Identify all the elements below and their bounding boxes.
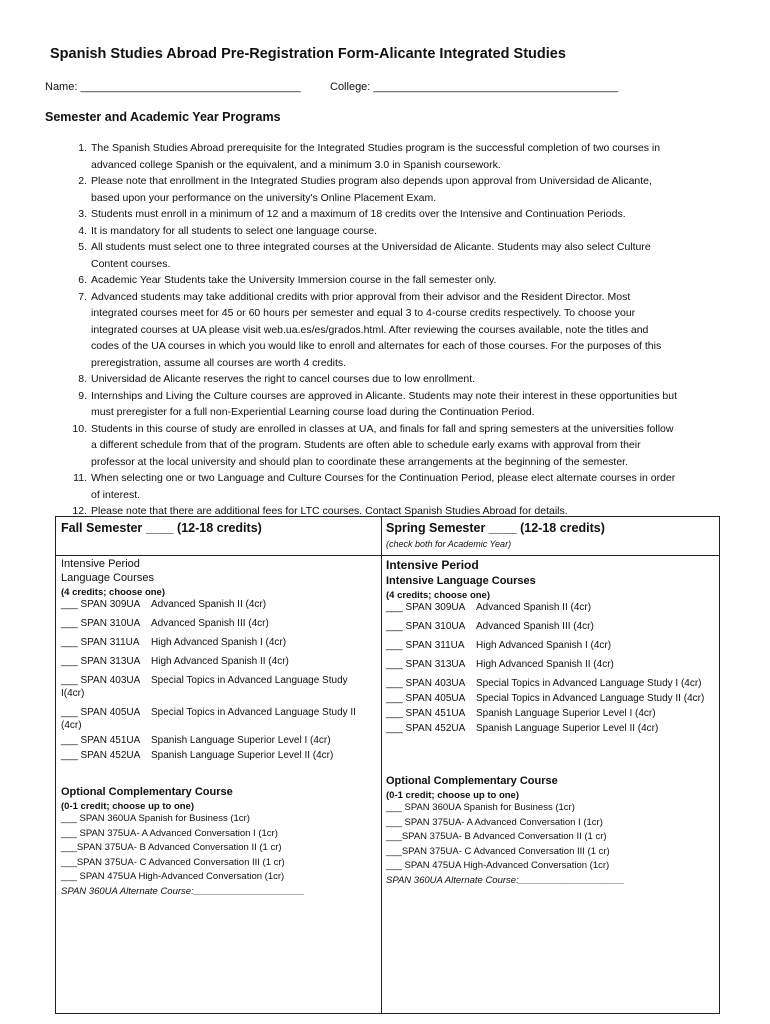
course-title: High Advanced Spanish I (4cr) bbox=[151, 637, 287, 648]
course-code: ___ SPAN 405UA bbox=[61, 707, 141, 718]
instruction-number: 12. bbox=[72, 505, 87, 517]
fall-credits-note: (4 credits; choose one) bbox=[61, 587, 165, 598]
instruction-item bbox=[45, 388, 730, 421]
course-code: ___ SPAN 309UA bbox=[61, 599, 141, 610]
course-code: ___ SPAN 452UA bbox=[386, 723, 466, 734]
optional-course-option[interactable]: ___ SPAN 375UA- A Advanced Conversation I (1cr) bbox=[61, 827, 278, 839]
spring-optional-heading: Optional Complementary Course bbox=[386, 775, 558, 787]
instruction-line: integrated courses at UA please visit web.ua.es/es/grados.html. After reviewing the courses available, note the titles and bbox=[91, 323, 649, 336]
instruction-item bbox=[45, 371, 730, 388]
course-option[interactable] bbox=[61, 734, 376, 747]
optional-course-option[interactable]: ___ SPAN 360UA Spanish for Business (1cr) bbox=[386, 802, 575, 813]
fall-column bbox=[61, 558, 376, 899]
instruction-number: 11. bbox=[73, 472, 87, 484]
course-option[interactable] bbox=[61, 617, 376, 630]
instruction-line: Content courses. bbox=[91, 257, 171, 270]
course-code: ___ SPAN 451UA bbox=[61, 735, 141, 746]
fall-optional-heading: Optional Complementary Course bbox=[61, 786, 233, 798]
instruction-line: a different schedule from that of the program. Students are often able to schedule early exams with approval from their bbox=[91, 439, 641, 451]
optional-course-option[interactable]: ___SPAN 375UA- B Advanced Conversation II (1 cr) bbox=[61, 842, 282, 853]
instruction-item bbox=[45, 272, 730, 289]
instruction-number: 5. bbox=[78, 241, 87, 253]
instruction-item bbox=[45, 223, 730, 240]
optional-course-option[interactable]: ___SPAN 375UA- C Advanced Conversation III (1 cr) bbox=[386, 845, 610, 857]
fall-optional-note: (0-1 credit; choose up to one) bbox=[61, 801, 195, 812]
course-option[interactable] bbox=[386, 722, 716, 735]
fall-intensive-period: Intensive Period bbox=[61, 558, 140, 570]
course-title: Special Topics in Advanced Language Study bbox=[151, 675, 348, 686]
course-title: Advanced Spanish II (4cr) bbox=[151, 599, 267, 610]
course-option[interactable] bbox=[386, 677, 716, 690]
course-code: I(4cr) bbox=[61, 688, 85, 699]
course-title: High Advanced Spanish II (4cr) bbox=[476, 659, 614, 670]
instruction-line: Students must enroll in a minimum of 12 and a maximum of 18 credits over the Intensive and Continuation Periods. bbox=[91, 208, 626, 220]
course-code: ___ SPAN 313UA bbox=[61, 656, 141, 667]
spring-semester-header[interactable]: Spring Semester ____ (12-18 credits) bbox=[386, 521, 605, 535]
course-option[interactable] bbox=[61, 636, 376, 649]
fall-semester-header[interactable]: Fall Semester ____ (12-18 credits) bbox=[61, 521, 262, 535]
instruction-line: advanced college Spanish or the equivalent, and a minimum 3.0 in Spanish coursework. bbox=[91, 158, 501, 171]
course-option[interactable] bbox=[386, 601, 716, 614]
course-code: ___ SPAN 309UA bbox=[386, 602, 466, 613]
instruction-number: 3. bbox=[78, 208, 87, 220]
spring-column bbox=[386, 558, 716, 888]
optional-course-option[interactable]: ___ SPAN 475UA High-Advanced Conversation (1cr) bbox=[61, 871, 285, 882]
course-code: ___ SPAN 313UA bbox=[386, 659, 466, 670]
course-option[interactable] bbox=[61, 674, 376, 687]
course-code: ___ SPAN 310UA bbox=[61, 618, 141, 629]
course-code: ___ SPAN 451UA bbox=[386, 708, 466, 719]
instruction-number: 2. bbox=[78, 175, 87, 187]
spring-credits-note: (4 credits; choose one) bbox=[386, 590, 490, 601]
instruction-line: Internships and Living the Culture courses are approved in Alicante. Students may note their interest in these opportunities but bbox=[91, 389, 678, 402]
course-code: ___ SPAN 405UA bbox=[386, 693, 466, 704]
course-title: Special Topics in Advanced Language Study II bbox=[151, 707, 356, 718]
course-option[interactable] bbox=[386, 707, 716, 720]
column-divider bbox=[381, 517, 382, 1013]
instruction-line: Advanced students may take additional credits with prior approval from their advisor and the Resident Director. Most bbox=[91, 290, 631, 303]
optional-course-option[interactable]: ___ SPAN 475UA High-Advanced Conversation (1cr) bbox=[386, 860, 610, 871]
course-title: Advanced Spanish III (4cr) bbox=[476, 621, 594, 632]
instruction-item bbox=[45, 239, 730, 272]
spring-subheader: (check both for Academic Year) bbox=[386, 539, 512, 549]
course-option[interactable] bbox=[61, 655, 376, 668]
instruction-item bbox=[45, 289, 730, 372]
instruction-number: 1. bbox=[78, 142, 87, 154]
optional-course-option[interactable]: ___SPAN 375UA- B Advanced Conversation II (1 cr) bbox=[386, 831, 607, 842]
instruction-line: based upon your performance on the university's Online Placement Exam. bbox=[91, 191, 437, 204]
instruction-number: 6. bbox=[78, 274, 87, 286]
instruction-item bbox=[45, 140, 730, 173]
course-option[interactable] bbox=[386, 692, 716, 705]
spring-intensive-period: Intensive Period bbox=[386, 558, 479, 572]
course-option[interactable] bbox=[61, 706, 376, 719]
instruction-number: 9. bbox=[78, 389, 87, 402]
course-option[interactable] bbox=[61, 719, 376, 732]
instruction-line: Please note that there are additional fees for LTC courses. Contact Spanish Studies Abroad for details. bbox=[91, 505, 568, 517]
section-heading: Semester and Academic Year Programs bbox=[45, 110, 281, 124]
course-title: Special Topics in Advanced Language Study II (4cr) bbox=[476, 693, 705, 704]
spring-optional-list bbox=[386, 801, 716, 874]
instruction-number: 8. bbox=[78, 373, 87, 385]
instruction-line: codes of the UA courses in which you would like to enroll and alternates for each of those courses. For the purposes of this bbox=[91, 340, 662, 352]
instruction-line: professor at the local university and should plan to coordinate these arrangements at the beginning of the semester. bbox=[91, 455, 628, 468]
course-title: Special Topics in Advanced Language Study I (4cr) bbox=[476, 678, 702, 689]
course-code: ___ SPAN 311UA bbox=[61, 637, 140, 648]
course-option[interactable] bbox=[386, 639, 716, 652]
instruction-item bbox=[45, 421, 730, 471]
course-title: Advanced Spanish II (4cr) bbox=[476, 602, 592, 613]
instruction-line: All students must select one to three integrated courses at the Universidad de Alicante. Students may also select Culture bbox=[91, 241, 651, 253]
fall-language-courses: Language Courses bbox=[61, 572, 154, 584]
course-option[interactable] bbox=[61, 687, 376, 700]
instruction-item bbox=[45, 470, 730, 503]
college-field[interactable]: College: ________________________________________ bbox=[330, 81, 619, 93]
course-title: Spanish Language Superior Level II (4cr) bbox=[151, 750, 334, 761]
course-code: ___ SPAN 310UA bbox=[386, 621, 466, 632]
fall-optional-list bbox=[61, 812, 376, 885]
instruction-line: The Spanish Studies Abroad prerequisite for the Integrated Studies program is the successful completion of two courses in bbox=[91, 142, 661, 154]
instruction-line: Universidad de Alicante reserves the right to cancel courses due to low enrollment. bbox=[91, 373, 476, 385]
course-title: Spanish Language Superior Level I (4cr) bbox=[151, 735, 331, 746]
instructions-list bbox=[45, 140, 730, 520]
header-divider bbox=[56, 555, 719, 556]
spring-language-courses: Intensive Language Courses bbox=[386, 575, 536, 587]
instruction-item bbox=[45, 206, 730, 223]
optional-course-option[interactable]: ___SPAN 375UA- C Advanced Conversation III (1 cr) bbox=[61, 856, 285, 868]
name-field[interactable]: Name: ____________________________________ bbox=[45, 81, 301, 93]
course-code: ___ SPAN 403UA bbox=[61, 675, 141, 686]
instruction-line: When selecting one or two Language and Culture Courses for the Continuation Period, please elect alternate courses in order bbox=[91, 472, 676, 484]
fall-header-block bbox=[61, 521, 262, 535]
course-title: High Advanced Spanish I (4cr) bbox=[476, 640, 612, 651]
course-title: High Advanced Spanish II (4cr) bbox=[151, 656, 289, 667]
spring-alternate-course[interactable]: SPAN 360UA Alternate Course:____________________ bbox=[386, 874, 625, 886]
instruction-line: Students in this course of study are enrolled in classes at UA, and finals for fall and spring semesters at the universities follow bbox=[91, 422, 674, 435]
instruction-item bbox=[45, 173, 730, 206]
course-title: Spanish Language Superior Level I (4cr) bbox=[476, 708, 656, 719]
spring-header-block bbox=[386, 521, 605, 549]
course-code: ___ SPAN 452UA bbox=[61, 750, 141, 761]
spring-optional-note: (0-1 credit; choose up to one) bbox=[386, 790, 520, 801]
course-option[interactable] bbox=[61, 598, 376, 611]
instruction-number: 4. bbox=[78, 224, 87, 237]
instruction-number: 7. bbox=[78, 290, 87, 303]
instruction-line: Please note that enrollment in the Integrated Studies program also depends upon approval from Universidad de Alicante, bbox=[91, 175, 652, 187]
instruction-line: preregistration, assume all courses are worth 4 credits. bbox=[91, 356, 347, 369]
course-option[interactable] bbox=[386, 620, 716, 633]
course-code: (4cr) bbox=[61, 720, 82, 731]
instruction-line: must preregister for a full non-Experiential Learning course load during the Continuation Period. bbox=[91, 406, 535, 418]
course-title: Advanced Spanish III (4cr) bbox=[151, 618, 269, 629]
course-code: ___ SPAN 403UA bbox=[386, 678, 466, 689]
optional-course-option[interactable]: ___ SPAN 360UA Spanish for Business (1cr) bbox=[61, 813, 250, 824]
instruction-line: integrated courses meet for 45 or 60 hours per semester and equal 3 to 4-course credits respectively. To choose your bbox=[91, 307, 636, 319]
instruction-line: of interest. bbox=[91, 488, 141, 501]
course-code: ___ SPAN 311UA bbox=[386, 640, 465, 651]
instruction-line: Academic Year Students take the University Immersion course in the fall semester only. bbox=[91, 274, 497, 286]
fall-course-list bbox=[61, 598, 376, 762]
optional-course-option[interactable]: ___ SPAN 375UA- A Advanced Conversation I (1cr) bbox=[386, 816, 603, 828]
fall-alternate-course[interactable]: SPAN 360UA Alternate Course:_____________________ bbox=[61, 885, 305, 897]
course-option[interactable] bbox=[386, 658, 716, 671]
instruction-number: 10. bbox=[72, 422, 87, 435]
course-title: Spanish Language Superior Level II (4cr) bbox=[476, 723, 659, 734]
spring-course-list bbox=[386, 601, 716, 735]
instruction-line: It is mandatory for all students to select one language course. bbox=[91, 224, 377, 237]
course-selection-table bbox=[55, 516, 720, 1014]
form-title: Spanish Studies Abroad Pre-Registration Form-Alicante Integrated Studies bbox=[50, 46, 566, 62]
course-option[interactable] bbox=[61, 749, 376, 762]
